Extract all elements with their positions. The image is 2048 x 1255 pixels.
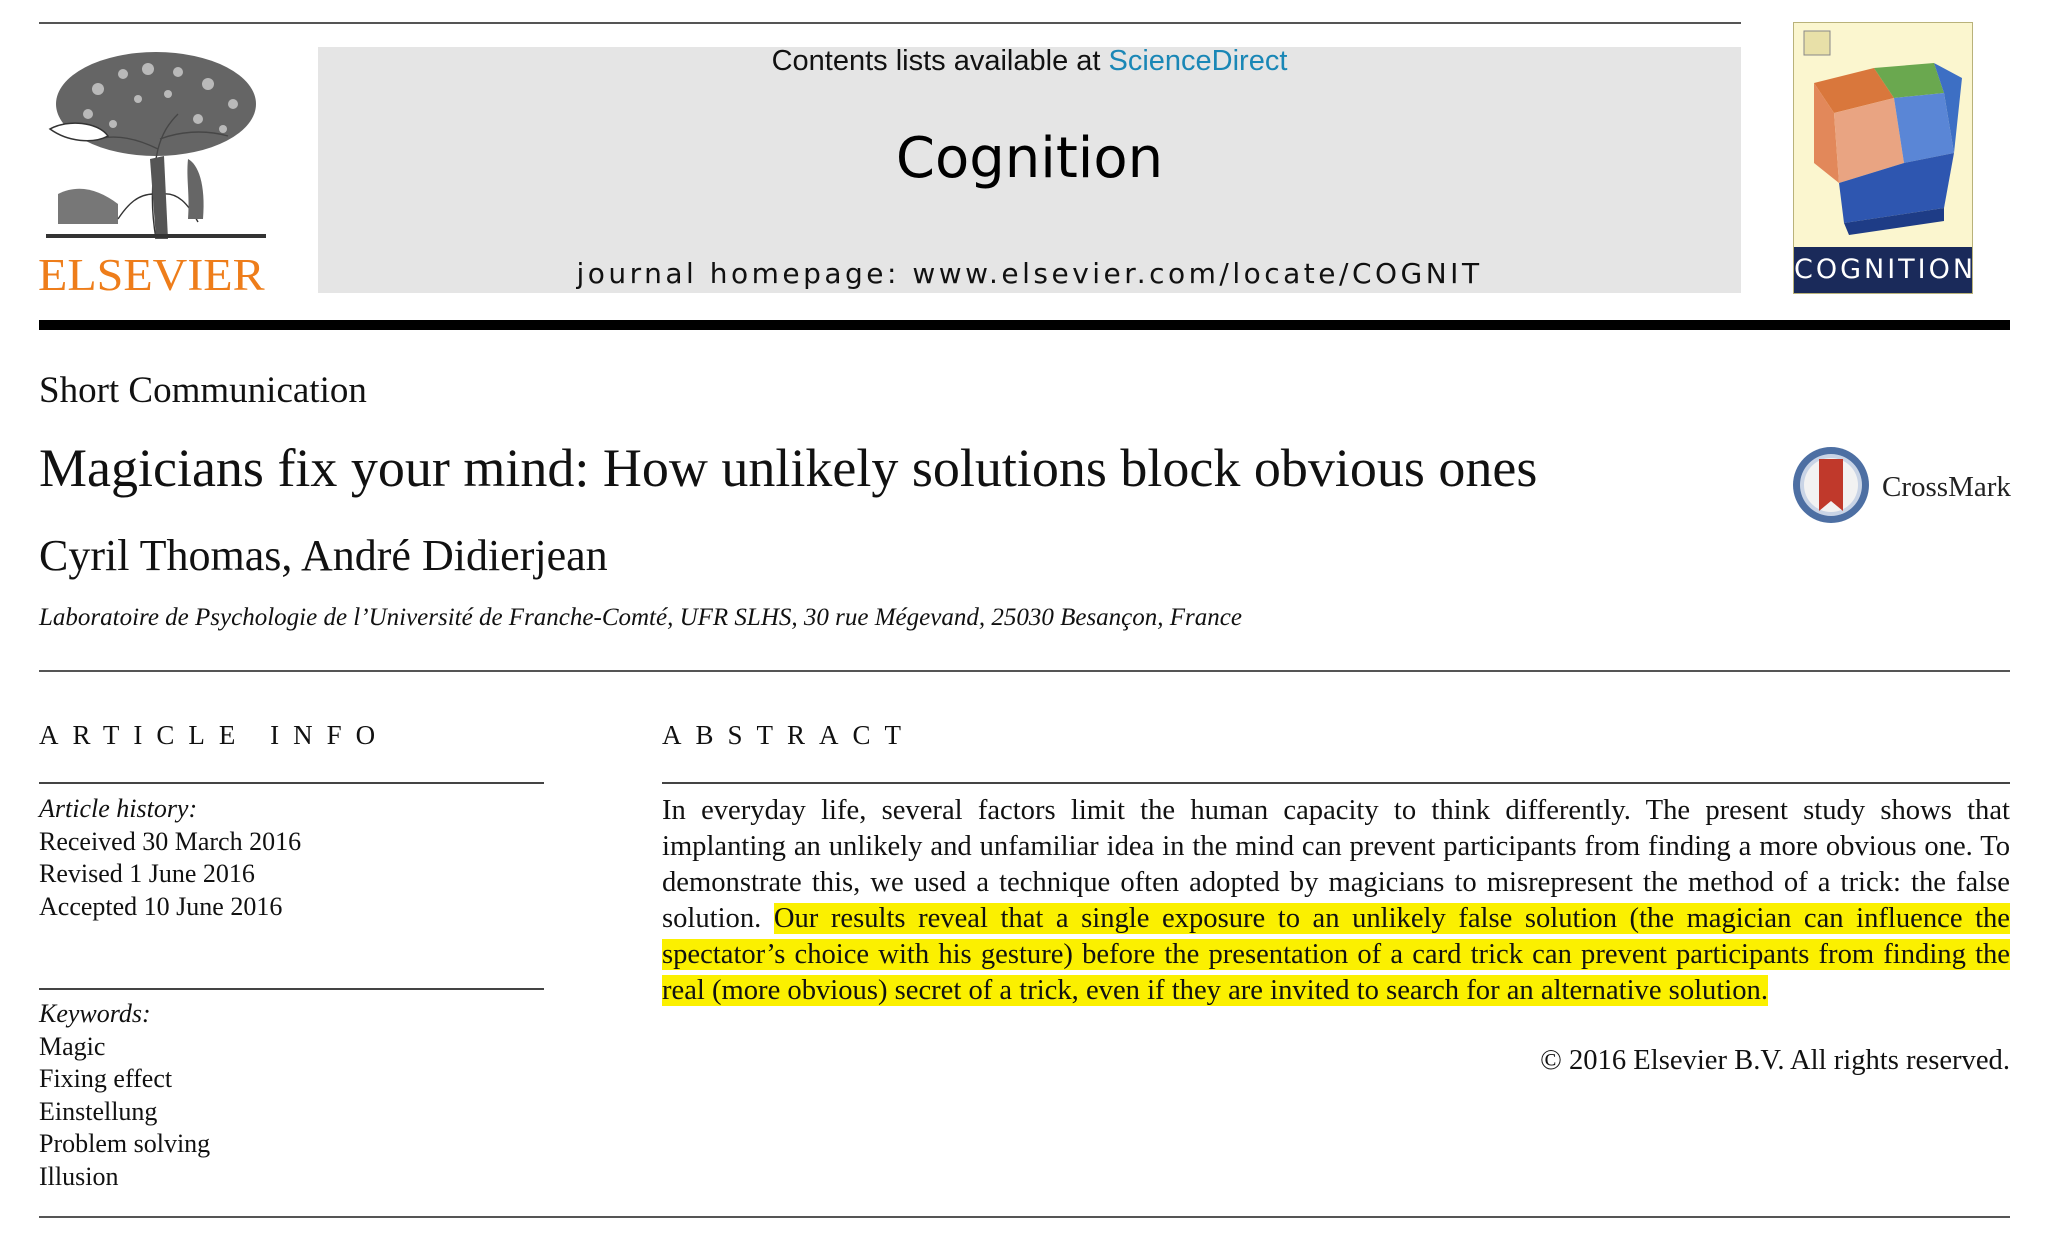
contents-prefix: Contents lists available at [771, 45, 1101, 77]
history-label: Article history: [39, 794, 198, 823]
copyright-notice: © 2016 Elsevier B.V. All rights reserved. [1540, 1045, 2010, 1076]
elsevier-wordmark: ELSEVIER [38, 250, 265, 301]
crossmark-icon[interactable] [1791, 445, 1871, 525]
journal-name: Cognition [895, 126, 1164, 191]
keyword-item: Problem solving [39, 1129, 211, 1158]
keywords-label: Keywords: [39, 999, 151, 1028]
article-info-rule [39, 782, 544, 784]
abstract-highlighted-text: Our results reveal that a single exposure to an unlikely false solution (the magician can influence the spectator’s choice with his gesture) before the presentation of a card trick can prevent participants from finding the real (more obvious) secret of a trick, even if they are invited to search for an alternative solution. [662, 903, 2010, 1006]
top-rule [39, 22, 1741, 24]
abstract-text [662, 793, 2010, 1009]
article-affiliation: Laboratoire de Psychologie de l’Université de Franche-Comté, UFR SLHS, 30 rue Mégevand, 25030 Besançon, France [39, 604, 1242, 631]
cover-title: COGNITION [1794, 247, 1972, 293]
article-authors[interactable]: Cyril Thomas, André Didierjean [39, 531, 608, 580]
abstract-heading: ABSTRACT [662, 720, 916, 750]
history-received: Received 30 March 2016 [39, 826, 302, 856]
history-accepted: Accepted 10 June 2016 [39, 891, 283, 921]
cover-artwork [1794, 23, 1972, 247]
keyword-item: Magic [39, 1031, 106, 1061]
sciencedirect-link[interactable]: ScienceDirect [1108, 45, 1288, 77]
section-rule [39, 670, 2010, 672]
journal-cover [1793, 22, 1977, 294]
crossmark-label[interactable]: CrossMark [1882, 471, 2011, 503]
history-revised: Revised 1 June 2016 [39, 859, 255, 888]
bottom-rule [39, 1216, 2010, 1218]
article-title: Magicians fix your mind: How unlikely solutions block obvious ones [39, 438, 1538, 498]
journal-homepage-link[interactable]: journal homepage: www.elsevier.com/locate/COGNIT [576, 257, 1483, 290]
contents-line [318, 45, 1741, 78]
article-history [39, 793, 301, 923]
keyword-item: Illusion [39, 1161, 119, 1191]
article-info-heading: ARTICLE INFO [39, 720, 390, 750]
header-thick-rule [39, 320, 2010, 330]
abstract-rule [662, 782, 2010, 784]
keyword-item: Einstellung [39, 1096, 158, 1126]
keywords-list [39, 998, 210, 1193]
article-type: Short Communication [39, 370, 367, 411]
elsevier-tree-logo [38, 44, 274, 244]
keywords-rule [39, 988, 544, 990]
abstract-plain-text: In everyday life, several factors limit the human capacity to think differently. The present study shows that implanting an unlikely and unfamiliar idea in the mind can prevent participants from finding a more obvious one. To demonstrate this, we used a technique often adopted by magicians to misrepresent the method of a trick: the false solution. [662, 795, 2010, 934]
keyword-item: Fixing effect [39, 1064, 173, 1093]
